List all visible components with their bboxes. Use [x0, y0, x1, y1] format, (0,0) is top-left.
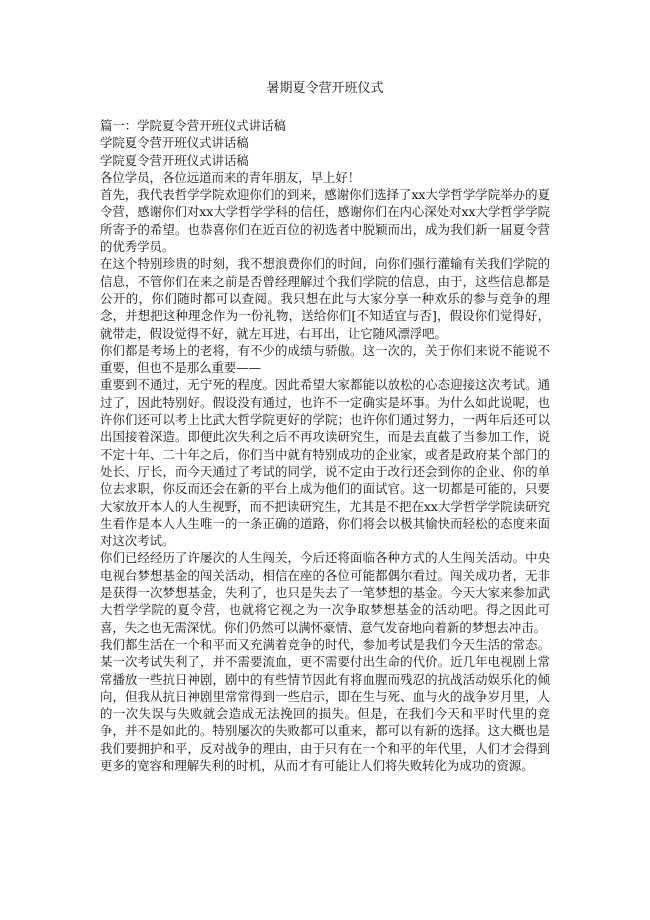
body-paragraph: 你们已经经历了许屡次的人生闯关，今后还将面临各种方式的人生闯关活动。中央电视台梦想基金的闯关活动，相信在座的各位可能都偶尔看过。闯关成功者，无非是获得一次梦想基金，失利了，也只是失去了一笔梦想的基金。今天大家来参加武大哲学学院的夏令营，也就将它视之为一次争取梦想基金的活动吧。得之因此可喜，失之也无需深忧。你们仍然可以满怀豪情、意气发奋地向着新的梦想去冲击。: [100, 550, 550, 635]
document-body: [100, 117, 550, 774]
subtitle-line: 学院夏令营开班仪式讲话稿: [100, 135, 249, 151]
body-paragraph: 在这个特别珍贵的时刻，我不想浪费你们的时间，向你们强行灌输有关我们学院的信息，不管你们在来之前是否曾经理解过个我们学院的信息，由于，这些信息都是公开的，你们随时都可以查阅。我只想在此与大家分享一种欢乐的参与竞争的理念，并想把这种理念作为一份礼物，送给你们[不知适宜与否]，假设你们觉得好，就带走，假设觉得不好，就左耳进，右耳出，让它随风漂浮吧。: [100, 256, 550, 341]
subtitle-line: 学院夏令营开班仪式讲话稿: [100, 152, 249, 168]
body-paragraph: 重要到不通过，无宁死的程度。因此希望大家都能以放松的心态迎接这次考试。通过了，因此特别好。假设没有通过，也许不一定确实是坏事。为什么如此说呢，也许你们还可以考上比武大哲学院更好的学院；也许你们通过努力，一两年后还可以出国接着深造。即便此次失利之后不再攻读研究生，而是去直截了当参加工作，说不定十年、二十年之后，你们当中就有特别成功的企业家，或者是政府某个部门的处长、厅长，而今天通过了考试的同学，说不定由于改行还会到你的企业、你的单位去求职，你反而还会在新的平台上成为他们的面试官。这一切都是可能的，只要大家放开本人的人生视野，而不把读研究生，尤其是不把在xx大学哲学学院读研究生看作是本人人生唯一的一条正确的道路，你们将会以极其愉快而轻松的态度来面对这次考试。: [100, 377, 550, 549]
body-paragraph: 你们都是考场上的老将，有不少的成绩与骄傲。这一次的，关于你们来说不能说不重要，但也不是那么重要——: [100, 342, 550, 376]
greeting-line: 各位学员，各位远道而来的青年朋友，早上好！: [100, 169, 361, 185]
body-paragraph: 我们都生活在一个和平而又充满着竞争的时代，参加考试是我们今天生活的常态。某一次考试失利了，并不需要流血，更不需要付出生命的代价。近几年电视剧上常常播放一些抗日神剧，剧中的有些情节因此有将血腥而残忍的抗战活动娱乐化的倾向，但我从抗日神剧里常常得到一些启示，即在生与死、血与火的战争岁月里，人的一次失误与失败就会造成无法挽回的损失。但是，在我们今天和平时代里的竞争，并不是如此的。特别屡次的失败都可以重来，都可以有新的选择。这大概也是我们要拥护和平，反对战争的理由，由于只有在一个和平的年代里，人们才会得到更多的宽容和理解失利的时机，从而才有可能让人们将失败转化为成功的资源。: [100, 636, 550, 773]
document-title: 暑期夏令营开班仪式: [266, 81, 384, 96]
body-paragraph: 首先，我代表哲学学院欢迎你们的到来，感谢你们选择了xx大学哲学学院举办的夏令营，感谢你们对xx大学哲学学科的信任，感谢你们在内心深处对xx大学哲学学院所寄予的希望。也恭喜你们在近百位的初选者中脱颖而出，成为我们新一届夏令营的优秀学员。: [100, 187, 550, 255]
section-heading: 篇一：学院夏令营开班仪式讲话稿: [100, 118, 286, 133]
